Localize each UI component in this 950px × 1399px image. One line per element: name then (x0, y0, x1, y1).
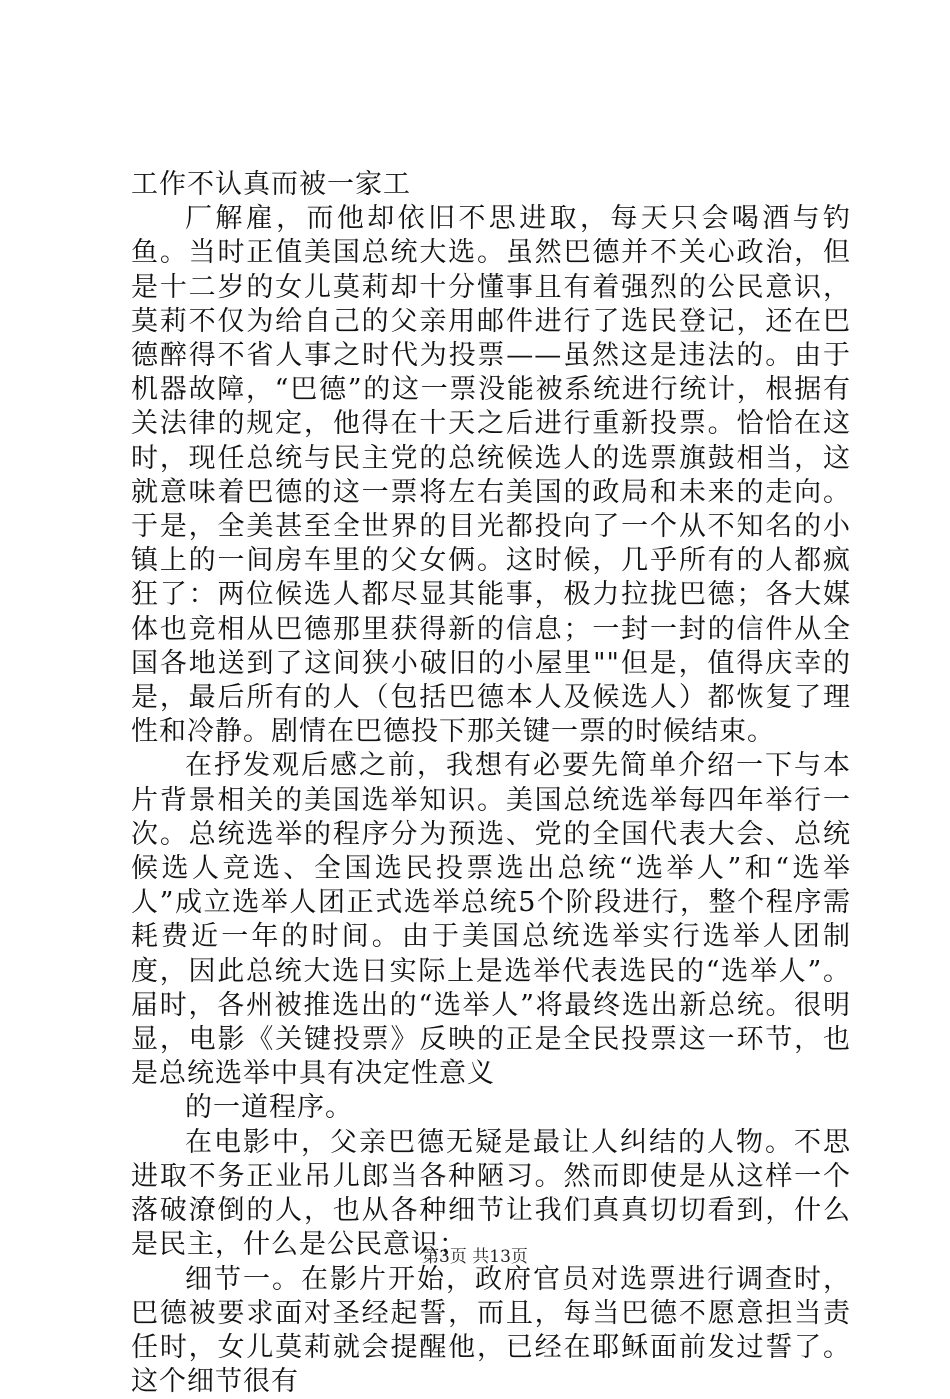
document-body (131, 168, 851, 1399)
paragraph-6: 细节一。在影片开始，政府官员对选票进行调查时，巴德被要求面对圣经起誓，而且，每当巴德不愿意担当责任时，女儿莫莉就会提醒他，已经在耶稣面前发过誓了。这个细节很有 (131, 1263, 851, 1399)
paragraph-4: 的一道程序。 (131, 1091, 851, 1125)
page-footer: 第3页 共13页 (0, 1242, 950, 1267)
paragraph-2: 厂解雇，而他却依旧不思进取，每天只会喝酒与钓鱼。当时正值美国总统大选。虽然巴德并不关心政治，但是十二岁的女儿莫莉却十分懂事且有着强烈的公民意识，莫莉不仅为给自己的父亲用邮件进行了选民登记，还在巴德醉得不省人事之时代为投票——虽然这是违法的。由于机器故障，“巴德”的这一票没能被系统进行统计，根据有关法律的规定，他得在十天之后进行重新投票。恰恰在这时，现任总统与民主党的总统候选人的选票旗鼓相当，这就意味着巴德的这一票将左右美国的政局和未来的走向。于是，全美甚至全世界的目光都投向了一个从不知名的小镇上的一间房车里的父女俩。这时候，几乎所有的人都疯狂了：两位候选人都尽显其能事，极力拉拢巴德；各大媒体也竞相从巴德那里获得新的信息；一封一封的信件从全国各地送到了这间狭小破旧的小屋里""但是，值得庆幸的是，最后所有的人（包括巴德本人及候选人）都恢复了理性和冷静。剧情在巴德投下那关键一票的时候结束。 (131, 202, 851, 749)
paragraph-3: 在抒发观后感之前，我想有必要先简单介绍一下与本片背景相关的美国选举知识。美国总统选举每四年举行一次。总统选举的程序分为预选、党的全国代表大会、总统候选人竞选、全国选民投票选出总统“选举人”和“选举人”成立选举人团正式选举总统5个阶段进行，整个程序需耗费近一年的时间。由于美国总统选举实行选举人团制度，因此总统大选日实际上是选举代表选民的“选举人”。届时，各州被推选出的“选举人”将最终选出新总统。很明显，电影《关键投票》反映的正是全民投票这一环节，也是总统选举中具有决定性意义 (131, 749, 851, 1091)
paragraph-1: 工作不认真而被一家工 (131, 168, 851, 202)
paragraph-5: 在电影中，父亲巴德无疑是最让人纠结的人物。不思进取不务正业吊儿郎当各种陋习。然而即使是从这样一个落破潦倒的人，也从各种细节让我们真真切切看到，什么是民主，什么是公民意识； (131, 1126, 851, 1263)
